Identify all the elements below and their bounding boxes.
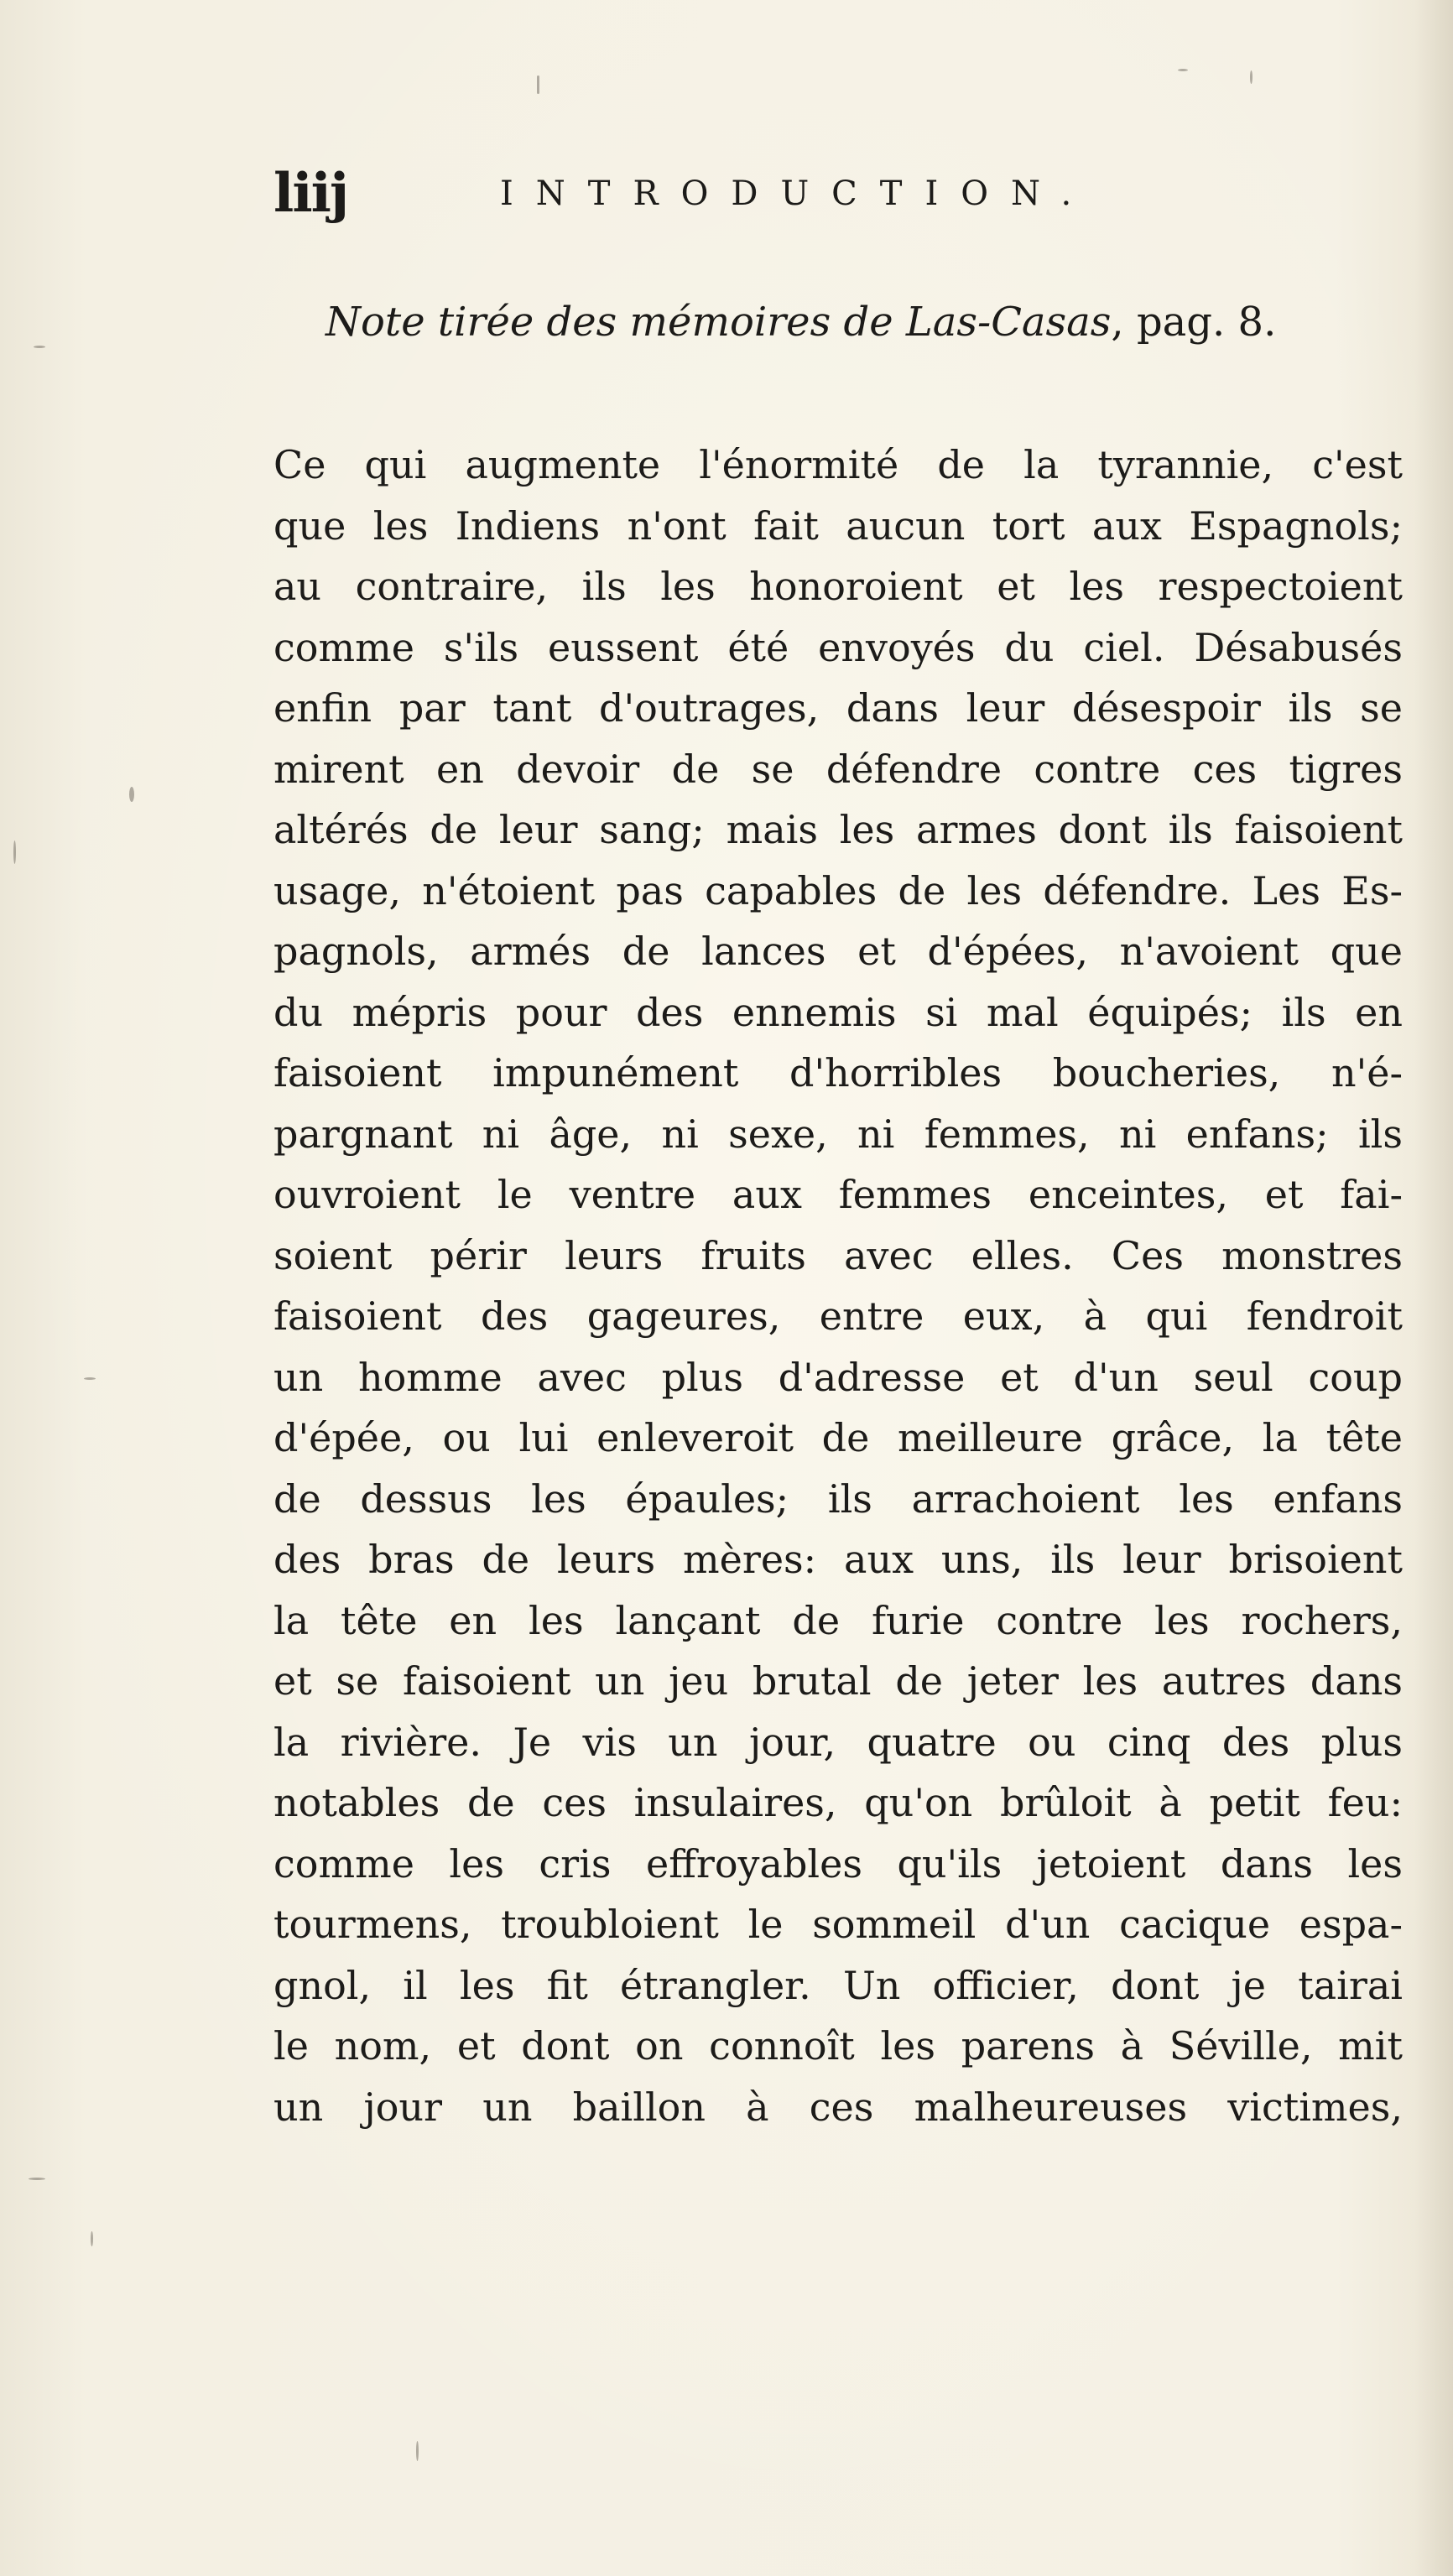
paper-speck [34,346,45,348]
note-title [325,295,1374,349]
paper-speck [129,787,134,802]
text-line: d'épée, ou lui enleveroit de meilleure grâce, la tête [273,1415,1403,1460]
text-line: ouvroient le ventre aux femmes enceintes, et fai- [273,1172,1403,1217]
text-line: tourmens, troubloient le sommeil d'un cacique espa- [273,1902,1403,1947]
text-line: Ce qui augmente l'énormité de la tyrannie, c'est [273,442,1403,487]
body-paragraph [273,435,1403,2137]
paper-speck [84,1377,96,1380]
paper-speck [1250,70,1252,84]
text-line: de dessus les épaules; ils arrachoient les enfans [273,1475,1403,1522]
page-edge-shadow [1414,0,1453,2576]
text-line: comme les cris effroyables qu'ils jetoient dans les [273,1840,1403,1886]
text-line: gnol, il les fit étrangler. Un officier, dont je tairai [273,1962,1403,2008]
paper-speck [1178,69,1188,71]
note-title-page-ref: , pag. 8. [1111,299,1277,346]
text-line: pagnols, armés de lances et d'épées, n'avoient que [273,929,1403,974]
text-line: usage, n'étoient pas capables de les défendre. Les Es- [273,867,1403,913]
text-line: du mépris pour des ennemis si mal équipés; ils en [273,989,1403,1035]
text-line: le nom, et dont on connoît les parens à Séville, mit [273,2023,1403,2069]
text-line: la tête en les lançant de furie contre les rochers, [273,1597,1403,1643]
text-line: faisoient des gageures, entre eux, à qui fendroit [273,1293,1403,1339]
text-line: un jour un baillon à ces malheureuses victimes, [273,2084,1403,2130]
page-number: liij [273,162,348,225]
text-line: comme s'ils eussent été envoyés du ciel. Désabusés [273,624,1403,670]
paper-speck [91,2231,93,2246]
text-line: que les Indiens n'ont fait aucun tort aux Espagnols; [273,502,1403,549]
note-title-italic: Note tirée des mémoires de Las-Casas [325,299,1112,346]
text-line: un homme avec plus d'adresse et d'un seul coup [273,1354,1403,1400]
paper-speck [29,2178,45,2180]
paper-speck [416,2441,419,2461]
paper-speck [13,840,16,864]
text-line: au contraire, ils les honoroient et les respectoient [273,564,1403,609]
text-line: des bras de leurs mères: aux uns, ils leur brisoient [273,1537,1403,1582]
text-line: altérés de leur sang; mais les armes dont ils faisoient [273,807,1403,852]
running-head: INTRODUCTION. [500,174,1095,213]
text-line: enfin par tant d'outrages, dans leur désespoir ils se [273,685,1403,731]
paper-speck [537,75,539,94]
text-line: soient périr leurs fruits avec elles. Ces monstres [273,1232,1403,1278]
text-line: et se faisoient un jeu brutal de jeter les autres dans [273,1658,1403,1704]
text-line: notables de ces insulaires, qu'on brûloit à petit feu: [273,1780,1403,1825]
text-line: pargnant ni âge, ni sexe, ni femmes, ni enfans; ils [273,1111,1403,1157]
text-line: mirent en devoir de se défendre contre ces tigres [273,746,1403,792]
text-line: faisoient impunément d'horribles boucheries, n'é- [273,1050,1403,1095]
page-header [273,164,1196,223]
text-line: la rivière. Je vis un jour, quatre ou cinq des plus [273,1719,1403,1765]
